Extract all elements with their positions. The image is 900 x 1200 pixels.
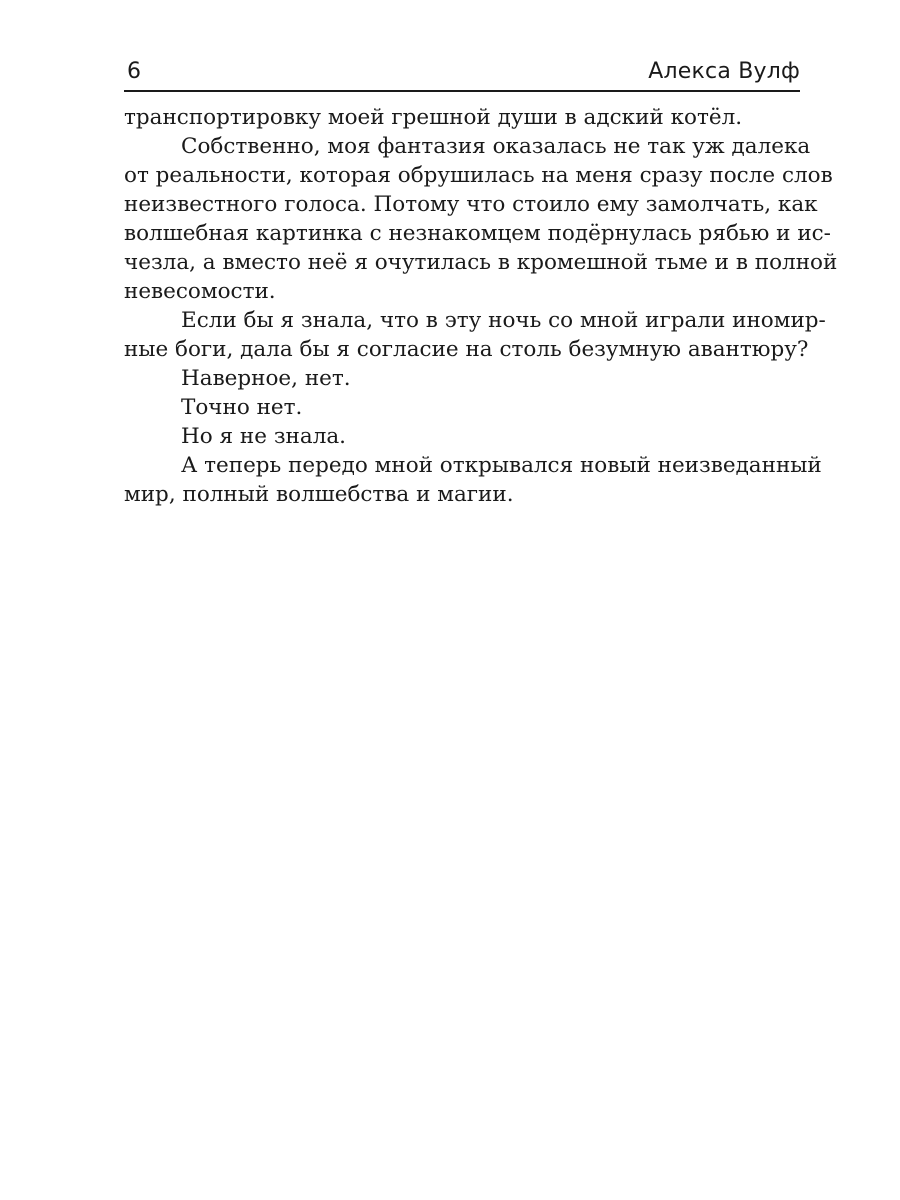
paragraph (124, 451, 822, 509)
text-line: чезла, а вместо неё я очутилась в кромешной тьме и в полной (124, 250, 838, 275)
body-text (124, 103, 838, 509)
running-header (124, 56, 800, 92)
text-line: Собственно, моя фантазия оказалась не так уж далека (181, 134, 811, 159)
text-line: А теперь передо мной открывался новый неизведанный (181, 453, 822, 478)
paragraph (124, 103, 804, 132)
paragraph (124, 364, 804, 393)
text-line: транспортировку моей грешной души в адский котёл. (124, 105, 743, 130)
paragraph (124, 393, 804, 422)
page-number: 6 (127, 59, 141, 84)
paragraph (124, 132, 838, 306)
text-line: Точно нет. (181, 395, 303, 420)
text-line: Наверное, нет. (181, 366, 351, 391)
text-line: волшебная картинка с незнакомцем подёрнулась рябью и ис- (124, 221, 831, 246)
paragraph (124, 422, 804, 451)
text-line: ные боги, дала бы я согласие на столь безумную авантюру? (124, 337, 809, 362)
paragraph (124, 306, 826, 364)
text-line: неизвестного голоса. Потому что стоило ему замолчать, как (124, 192, 818, 217)
text-line: невесомости. (124, 279, 276, 304)
text-line: мир, полный волшебства и магии. (124, 482, 514, 507)
text-line: от реальности, которая обрушилась на меня сразу после слов (124, 163, 833, 188)
running-title: Алекса Вулф (648, 59, 800, 84)
text-line: Если бы я знала, что в эту ночь со мной играли иномир- (181, 308, 826, 333)
text-line: Но я не знала. (181, 424, 346, 449)
